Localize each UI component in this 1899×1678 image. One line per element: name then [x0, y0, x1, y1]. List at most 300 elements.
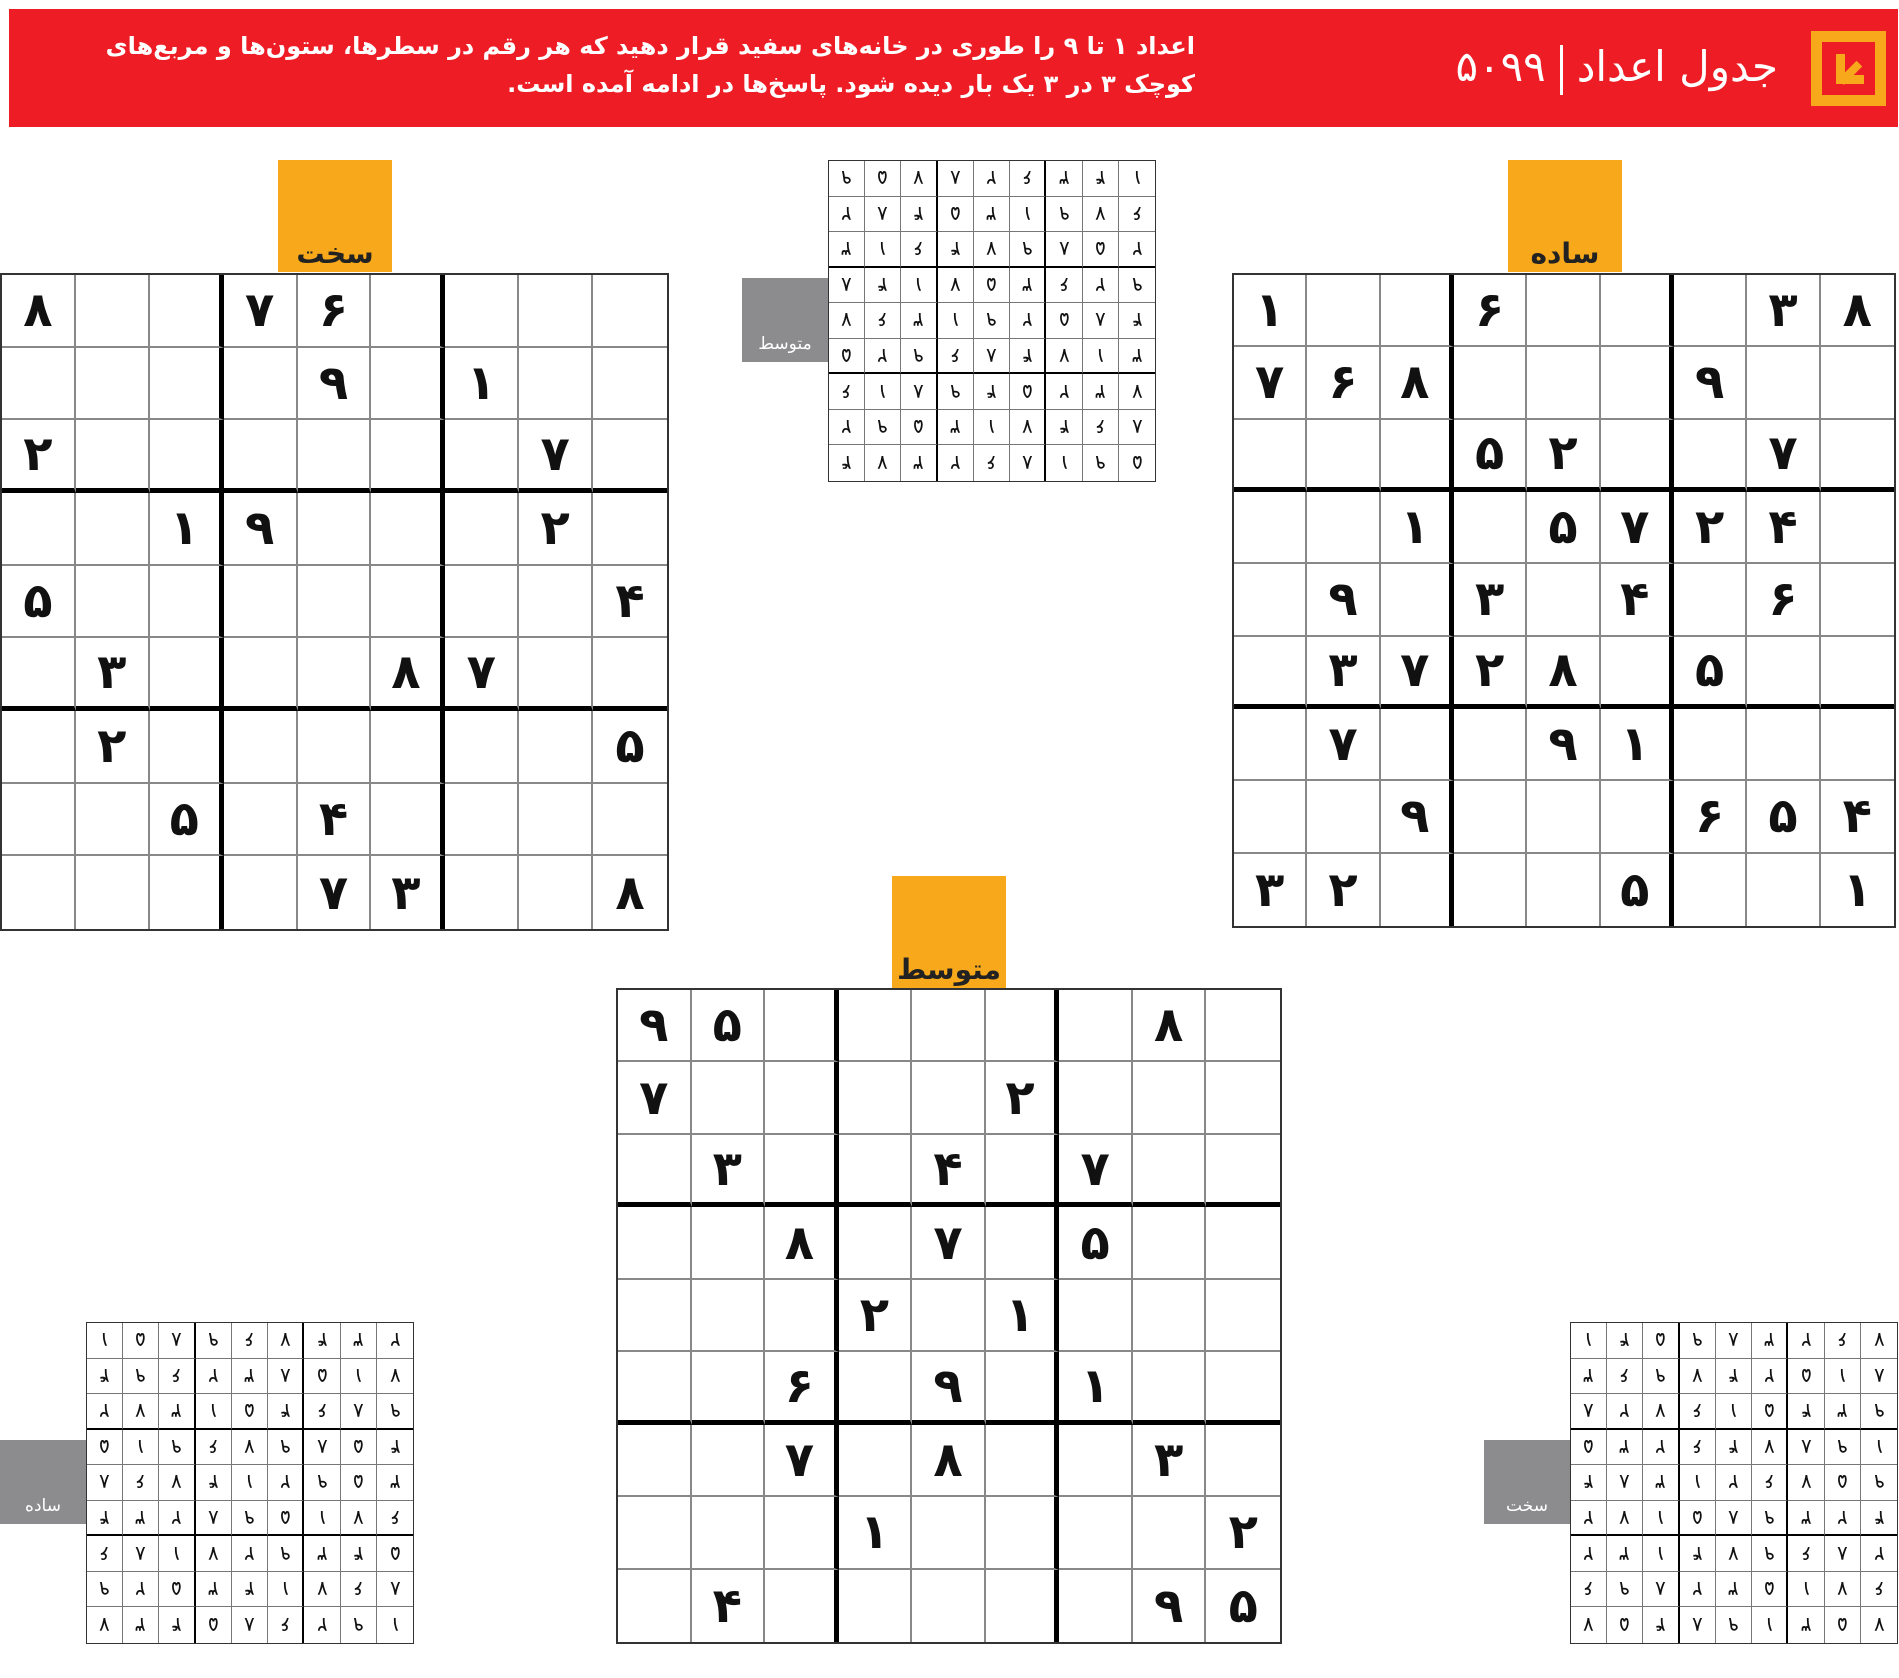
answer-cell: ۲ — [304, 1607, 340, 1643]
answer-cell: ۵ — [1010, 374, 1046, 410]
answer-cell: ۹ — [268, 1536, 304, 1572]
grid-cell — [986, 1570, 1060, 1642]
answer-cell: ۶ — [1119, 197, 1155, 233]
answer-cell: ۵ — [1083, 232, 1119, 268]
answer-cell: ۱ — [159, 1536, 195, 1572]
grid-cell — [593, 784, 667, 857]
grid-cell — [618, 1352, 692, 1424]
grid-cell — [765, 990, 839, 1062]
grid-cell — [445, 566, 519, 639]
answer-cell: ۷ — [304, 1572, 340, 1608]
instructions-text: اعداد ۱ تا ۹ را طوری در خانه‌های سفید قرار دهید که هر رقم در سطرها، ستون‌ها و مربع‌های کوچک ۳ در ۳ یک بار دیده شود. پاسخ‌ها در ادامه آمده است. — [105, 32, 1195, 98]
grid-cell — [1821, 347, 1894, 419]
answer-cell: ۱ — [1716, 1394, 1752, 1430]
grid-cell — [1133, 1497, 1207, 1569]
answer-cell: ۷ — [1825, 1572, 1861, 1608]
grid-cell: ۵ — [593, 711, 667, 784]
grid-cell — [1234, 709, 1307, 781]
answer-cell: ۹ — [1010, 232, 1046, 268]
answer-cell: ۳ — [377, 1465, 413, 1501]
medium-sudoku-grid — [616, 988, 1282, 1644]
answer-cell: ۵ — [1046, 303, 1082, 339]
answer-cell: ۹ — [1752, 1536, 1788, 1572]
grid-cell — [519, 275, 593, 348]
grid-cell: ۵ — [1601, 854, 1674, 926]
grid-cell — [224, 784, 298, 857]
answer-cell: ۷ — [1083, 197, 1119, 233]
answer-cell: ۱ — [232, 1465, 268, 1501]
answer-cell: ۴ — [938, 232, 974, 268]
answer-cell: ۸ — [1861, 1359, 1897, 1395]
answer-cell: ۱ — [1680, 1465, 1716, 1501]
answer-cell: ۴ — [1788, 1394, 1824, 1430]
grid-cell — [618, 1425, 692, 1497]
grid-cell: ۹ — [1527, 709, 1600, 781]
page-title — [1455, 39, 1778, 95]
grid-cell — [1234, 564, 1307, 636]
answer-cell: ۹ — [1643, 1359, 1679, 1395]
answer-cell: ۶ — [1788, 1536, 1824, 1572]
grid-cell — [593, 348, 667, 421]
grid-cell — [618, 1497, 692, 1569]
answer-cell: ۸ — [901, 374, 937, 410]
grid-cell — [839, 1570, 913, 1642]
answer-cell: ۷ — [87, 1607, 123, 1643]
grid-cell — [618, 1135, 692, 1207]
answer-cell: ۴ — [232, 1572, 268, 1608]
answer-cell: ۵ — [304, 1359, 340, 1395]
answer-cell: ۵ — [232, 1394, 268, 1430]
grid-cell: ۵ — [1454, 420, 1527, 492]
answer-cell: ۵ — [1607, 1607, 1643, 1643]
grid-cell: ۳ — [1133, 1425, 1207, 1497]
grid-cell: ۲ — [839, 1280, 913, 1352]
grid-cell: ۷ — [445, 638, 519, 711]
grid-cell — [76, 420, 150, 493]
grid-cell — [1133, 1352, 1207, 1424]
answer-cell: ۳ — [196, 1572, 232, 1608]
grid-cell: ۸ — [615, 864, 645, 921]
answer-cell: ۱ — [1861, 1430, 1897, 1466]
grid-cell: ۴ — [912, 1135, 986, 1207]
answer-cell: ۱ — [1046, 445, 1082, 481]
grid-cell — [986, 1352, 1060, 1424]
grid-cell — [224, 420, 298, 493]
answer-cell: ۸ — [196, 1501, 232, 1537]
answer-cell: ۱ — [196, 1394, 232, 1430]
answer-cell: ۹ — [901, 339, 937, 375]
answer-cell: ۳ — [829, 232, 865, 268]
grid-cell — [1527, 781, 1600, 853]
grid-cell — [1206, 1352, 1280, 1424]
answer-cell: ۵ — [341, 1465, 377, 1501]
answer-cell: ۸ — [232, 1607, 268, 1643]
answer-cell: ۵ — [1131, 451, 1143, 476]
grid-cell — [1674, 854, 1747, 926]
grid-cell — [1527, 564, 1600, 636]
answer-cell: ۶ — [829, 374, 865, 410]
answer-cell: ۶ — [1083, 410, 1119, 446]
grid-cell — [519, 566, 593, 639]
grid-cell — [1307, 420, 1380, 492]
grid-cell — [986, 1135, 1060, 1207]
grid-cell — [76, 566, 150, 639]
grid-cell — [445, 275, 519, 348]
grid-cell: ۵ — [1747, 781, 1820, 853]
answer-cell: ۹ — [377, 1394, 413, 1430]
answer-cell: ۶ — [1571, 1572, 1607, 1608]
grid-cell — [298, 711, 372, 784]
answer-cell: ۸ — [1607, 1465, 1643, 1501]
grid-cell — [593, 638, 667, 711]
grid-cell: ۵ — [1527, 492, 1600, 564]
answer-cell: ۸ — [268, 1359, 304, 1395]
grid-cell — [1527, 854, 1600, 926]
answer-cell: ۶ — [1680, 1430, 1716, 1466]
grid-cell: ۷ — [224, 275, 298, 348]
grid-cell — [76, 856, 150, 929]
answer-cell: ۸ — [1680, 1607, 1716, 1643]
answer-cell: ۷ — [901, 161, 937, 197]
grid-cell: ۴ — [1821, 781, 1894, 853]
grid-cell — [445, 493, 519, 566]
answer-cell: ۷ — [865, 445, 901, 481]
grid-cell — [1674, 709, 1747, 781]
answer-cell: ۹ — [123, 1359, 159, 1395]
grid-cell: ۶ — [1454, 275, 1527, 347]
answer-cell: ۴ — [829, 445, 865, 481]
grid-cell — [1601, 275, 1674, 347]
answer-cell: ۴ — [901, 197, 937, 233]
answer-cell: ۸ — [938, 161, 974, 197]
answer-cell: ۷ — [1680, 1359, 1716, 1395]
grid-cell — [1381, 420, 1454, 492]
grid-cell — [1454, 781, 1527, 853]
grid-cell — [76, 493, 150, 566]
grid-cell — [519, 348, 593, 421]
answer-cell: ۷ — [123, 1394, 159, 1430]
grid-cell: ۷ — [618, 1062, 692, 1134]
grid-cell — [1454, 854, 1527, 926]
answer-cell: ۲ — [829, 410, 865, 446]
answer-cell: ۲ — [1716, 1465, 1752, 1501]
grid-cell: ۷ — [1059, 1135, 1133, 1207]
grid-cell — [76, 348, 150, 421]
grid-cell — [986, 990, 1060, 1062]
grid-cell: ۶ — [1307, 347, 1380, 419]
medium-answer-label-text: متوسط — [758, 334, 812, 354]
answer-cell: ۶ — [268, 1607, 304, 1643]
answer-cell: ۱ — [1825, 1359, 1861, 1395]
answer-cell: ۴ — [1607, 1323, 1643, 1359]
answer-cell: ۹ — [829, 161, 865, 197]
grid-cell — [1206, 1062, 1280, 1134]
answer-cell: ۹ — [938, 374, 974, 410]
grid-cell — [298, 638, 372, 711]
grid-cell — [1747, 347, 1820, 419]
medium-label-box — [892, 876, 1006, 988]
grid-cell — [445, 420, 519, 493]
answer-cell: ۵ — [87, 1430, 123, 1466]
grid-cell: ۲ — [1206, 1497, 1280, 1569]
answer-cell: ۲ — [1010, 303, 1046, 339]
answer-cell: ۹ — [1046, 197, 1082, 233]
answer-cell: ۷ — [1010, 410, 1046, 446]
grid-cell — [986, 1497, 1060, 1569]
grid-cell: ۵ — [150, 784, 224, 857]
grid-cell — [912, 1062, 986, 1134]
answer-cell: ۹ — [974, 303, 1010, 339]
grid-cell — [2, 493, 76, 566]
answer-cell: ۳ — [123, 1607, 159, 1643]
grid-cell — [76, 784, 150, 857]
answer-cell: ۸ — [87, 1465, 123, 1501]
grid-cell — [692, 1062, 766, 1134]
grid-cell: ۷ — [765, 1425, 839, 1497]
logo-icon — [1811, 31, 1886, 106]
grid-cell — [1381, 275, 1454, 347]
grid-cell — [298, 566, 372, 639]
grid-cell: ۱ — [1234, 275, 1307, 347]
grid-cell: ۱ — [445, 348, 519, 421]
answer-cell: ۸ — [1788, 1430, 1824, 1466]
answer-cell: ۹ — [1861, 1465, 1897, 1501]
answer-cell: ۱ — [304, 1501, 340, 1537]
grid-cell — [1454, 709, 1527, 781]
answer-cell: ۳ — [1607, 1536, 1643, 1572]
answer-cell: ۱ — [1788, 1572, 1824, 1608]
grid-cell: ۳ — [692, 1135, 766, 1207]
grid-cell: ۳ — [1747, 275, 1820, 347]
answer-cell: ۷ — [938, 268, 974, 304]
grid-cell — [224, 711, 298, 784]
grid-cell: ۵ — [1228, 1577, 1258, 1634]
grid-cell — [1674, 420, 1747, 492]
grid-cell: ۴ — [692, 1570, 766, 1642]
grid-cell — [1601, 781, 1674, 853]
grid-cell — [1059, 1570, 1133, 1642]
grid-cell — [1234, 420, 1307, 492]
answer-cell: ۳ — [1643, 1465, 1679, 1501]
grid-cell — [1059, 1062, 1133, 1134]
grid-cell: ۴ — [1601, 564, 1674, 636]
answer-cell: ۲ — [974, 161, 1010, 197]
grid-cell: ۴ — [1747, 492, 1820, 564]
answer-cell: ۷ — [1643, 1394, 1679, 1430]
grid-cell: ۲ — [76, 711, 150, 784]
easy-label-box — [1508, 160, 1622, 272]
grid-cell — [150, 275, 224, 348]
answer-cell: ۱ — [87, 1323, 123, 1359]
answer-cell: ۹ — [1680, 1323, 1716, 1359]
answer-cell: ۶ — [87, 1536, 123, 1572]
grid-cell — [519, 784, 593, 857]
easy-answer-label — [0, 1440, 86, 1524]
answer-cell: ۱ — [389, 1613, 401, 1638]
answer-cell: ۶ — [1046, 268, 1082, 304]
grid-cell — [1821, 637, 1894, 709]
answer-cell: ۵ — [938, 197, 974, 233]
hard-answer-label — [1484, 1440, 1570, 1524]
answer-cell: ۷ — [829, 303, 865, 339]
answer-cell: ۱ — [268, 1572, 304, 1608]
grid-cell — [839, 1135, 913, 1207]
answer-cell: ۳ — [341, 1323, 377, 1359]
grid-cell — [692, 1280, 766, 1352]
answer-cell: ۲ — [938, 445, 974, 481]
grid-cell — [371, 420, 445, 493]
grid-cell: ۷ — [519, 420, 593, 493]
answer-cell: ۴ — [1680, 1536, 1716, 1572]
answer-cell: ۲ — [1680, 1572, 1716, 1608]
answer-cell: ۵ — [974, 268, 1010, 304]
answer-cell: ۶ — [901, 232, 937, 268]
grid-cell: ۳ — [1234, 854, 1307, 926]
grid-cell — [1206, 1425, 1280, 1497]
answer-cell: ۲ — [1571, 1536, 1607, 1572]
grid-cell — [1821, 564, 1894, 636]
grid-cell — [371, 566, 445, 639]
grid-cell — [150, 638, 224, 711]
answer-cell: ۲ — [159, 1501, 195, 1537]
answer-cell: ۷ — [341, 1501, 377, 1537]
grid-cell — [618, 1207, 692, 1279]
grid-cell — [1454, 347, 1527, 419]
grid-cell — [519, 638, 593, 711]
grid-cell — [1381, 709, 1454, 781]
answer-cell: ۲ — [1788, 1323, 1824, 1359]
grid-cell — [224, 566, 298, 639]
grid-cell — [692, 1497, 766, 1569]
grid-cell — [1601, 420, 1674, 492]
answer-cell: ۷ — [232, 1430, 268, 1466]
grid-cell: ۷ — [1601, 492, 1674, 564]
answer-cell: ۴ — [87, 1501, 123, 1537]
header-banner — [9, 9, 1898, 127]
grid-cell: ۸ — [912, 1425, 986, 1497]
answer-cell: ۵ — [341, 1430, 377, 1466]
answer-cell: ۷ — [1607, 1501, 1643, 1537]
answer-cell: ۲ — [1119, 232, 1155, 268]
answer-cell: ۴ — [1083, 161, 1119, 197]
grid-cell: ۱ — [1842, 861, 1872, 918]
grid-cell — [150, 348, 224, 421]
answer-cell: ۵ — [123, 1323, 159, 1359]
answer-cell: ۸ — [1010, 445, 1046, 481]
grid-cell: ۸ — [1133, 990, 1207, 1062]
grid-cell — [2, 638, 76, 711]
answer-cell: ۴ — [377, 1430, 413, 1466]
answer-cell: ۳ — [938, 410, 974, 446]
answer-cell: ۷ — [1788, 1465, 1824, 1501]
grid-cell: ۷ — [1747, 420, 1820, 492]
answer-cell: ۳ — [1788, 1501, 1824, 1537]
answer-cell: ۶ — [1607, 1359, 1643, 1395]
grid-cell — [150, 420, 224, 493]
grid-cell: ۳ — [1454, 564, 1527, 636]
answer-cell: ۴ — [87, 1359, 123, 1395]
grid-cell — [224, 638, 298, 711]
answer-cell: ۶ — [865, 303, 901, 339]
medium-answer-label — [742, 278, 828, 362]
answer-cell: ۸ — [1643, 1572, 1679, 1608]
answer-cell: ۴ — [1716, 1430, 1752, 1466]
answer-cell: ۳ — [974, 197, 1010, 233]
grid-cell: ۸ — [1821, 275, 1894, 347]
grid-cell — [692, 1425, 766, 1497]
grid-cell — [1747, 854, 1820, 926]
answer-cell: ۹ — [1607, 1572, 1643, 1608]
grid-cell: ۷ — [1307, 709, 1380, 781]
grid-cell: ۱ — [150, 493, 224, 566]
answer-cell: ۸ — [865, 197, 901, 233]
grid-cell — [1601, 347, 1674, 419]
answer-cell: ۹ — [196, 1323, 232, 1359]
answer-cell: ۶ — [1825, 1323, 1861, 1359]
answer-cell: ۵ — [1752, 1572, 1788, 1608]
answer-cell: ۴ — [1046, 410, 1082, 446]
answer-cell: ۶ — [123, 1465, 159, 1501]
grid-cell: ۹ — [1674, 347, 1747, 419]
grid-cell: ۴ — [298, 784, 372, 857]
grid-cell — [1059, 1280, 1133, 1352]
grid-cell — [986, 1207, 1060, 1279]
answer-cell: ۳ — [1825, 1394, 1861, 1430]
answer-cell: ۱ — [1643, 1501, 1679, 1537]
answer-cell: ۸ — [1119, 410, 1155, 446]
grid-cell: ۱ — [839, 1497, 913, 1569]
answer-cell: ۳ — [159, 1394, 195, 1430]
grid-cell — [1821, 709, 1894, 781]
answer-cell: ۹ — [1119, 268, 1155, 304]
grid-cell — [371, 711, 445, 784]
answer-cell: ۳ — [901, 445, 937, 481]
answer-cell: ۴ — [159, 1607, 195, 1643]
answer-cell: ۴ — [974, 374, 1010, 410]
grid-cell: ۲ — [519, 493, 593, 566]
grid-cell — [839, 1207, 913, 1279]
grid-cell — [298, 493, 372, 566]
grid-cell: ۶ — [1674, 781, 1747, 853]
grid-cell — [1307, 492, 1380, 564]
answer-cell: ۴ — [1571, 1465, 1607, 1501]
answer-cell: ۴ — [304, 1323, 340, 1359]
grid-cell — [1234, 781, 1307, 853]
grid-cell — [1059, 1497, 1133, 1569]
grid-cell — [1601, 637, 1674, 709]
grid-cell — [1206, 1207, 1280, 1279]
grid-cell — [1206, 1280, 1280, 1352]
answer-cell: ۴ — [1643, 1607, 1679, 1643]
grid-cell — [519, 711, 593, 784]
answer-cell: ۱ — [123, 1430, 159, 1466]
answer-cell: ۴ — [1861, 1501, 1897, 1537]
grid-cell: ۸ — [765, 1207, 839, 1279]
hard-label: سخت — [296, 237, 374, 270]
grid-cell — [618, 1280, 692, 1352]
grid-cell: ۹ — [1307, 564, 1380, 636]
answer-cell: ۳ — [1788, 1607, 1824, 1643]
grid-cell: ۵ — [2, 566, 76, 639]
answer-cell: ۵ — [1752, 1394, 1788, 1430]
grid-cell — [1133, 1135, 1207, 1207]
answer-cell: ۸ — [974, 339, 1010, 375]
title-separator — [1560, 45, 1563, 95]
grid-cell: ۳ — [1307, 637, 1380, 709]
answer-cell: ۳ — [123, 1501, 159, 1537]
answer-cell: ۹ — [232, 1501, 268, 1537]
grid-cell — [445, 856, 519, 929]
